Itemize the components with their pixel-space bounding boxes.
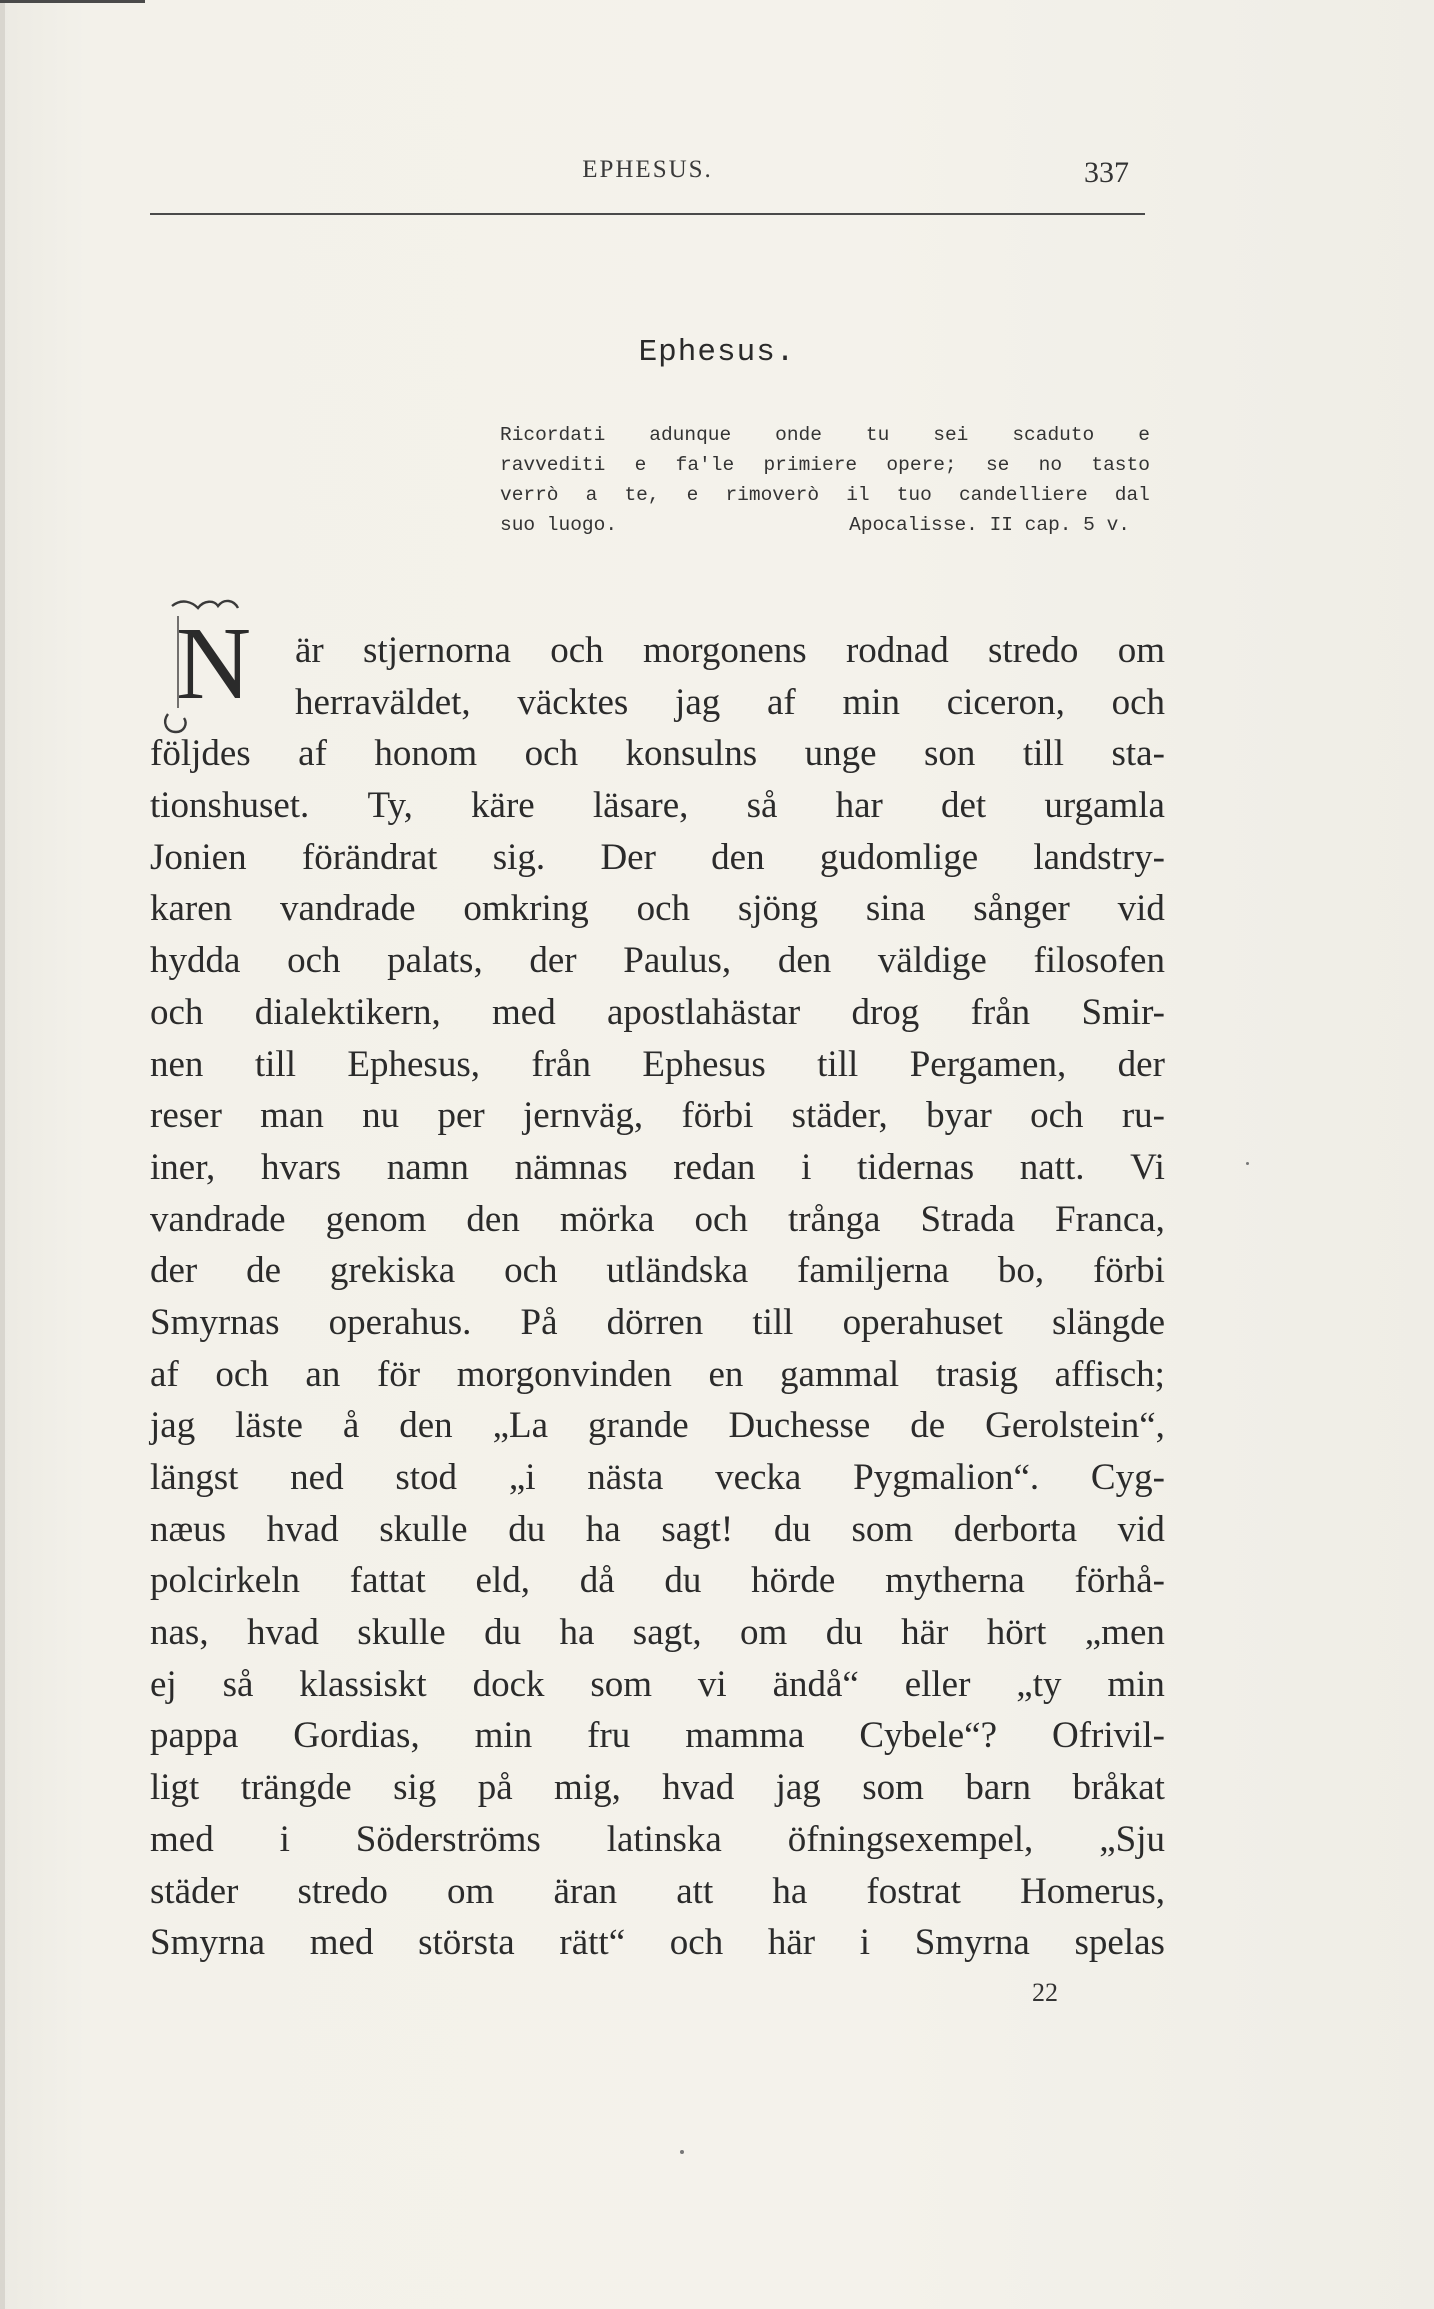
epigraph-word: candelliere [958, 484, 1088, 506]
word: och [287, 940, 341, 982]
epigraph-word: te, [624, 484, 660, 506]
text-line [150, 1917, 1165, 1969]
word: du [773, 1508, 811, 1550]
word: genom [325, 1198, 427, 1240]
word: affisch; [1054, 1353, 1165, 1395]
word: bo, [997, 1250, 1045, 1292]
word: till [254, 1043, 296, 1085]
text-line [150, 1400, 1165, 1452]
word: vid [1117, 888, 1165, 930]
word: följdes [150, 733, 251, 775]
word: vid [1117, 1508, 1165, 1550]
word: så [746, 785, 778, 827]
word: äran [553, 1870, 618, 1912]
word: filosofen [1033, 940, 1165, 982]
word: „men [1084, 1612, 1165, 1654]
epigraph-word: adunque [649, 424, 732, 446]
word: Ofrivil- [1051, 1715, 1165, 1757]
word: trånga [787, 1198, 881, 1240]
text-line [150, 1762, 1165, 1814]
text-line [150, 1866, 1165, 1918]
word: rätt“ [559, 1922, 626, 1964]
word: sina [865, 888, 926, 930]
word: å [342, 1405, 360, 1447]
word: gudomlige [819, 836, 979, 878]
word: här [767, 1922, 816, 1964]
word: förhå- [1074, 1560, 1165, 1602]
text-line [150, 1090, 1165, 1142]
word: Söderströms [355, 1818, 541, 1860]
word: Smyrna [150, 1922, 266, 1964]
word: der [529, 940, 577, 982]
text-line [150, 987, 1165, 1039]
word: gammal [780, 1353, 900, 1395]
word: Gordias, [293, 1715, 420, 1757]
word: som [851, 1508, 914, 1550]
text-line [150, 625, 1165, 677]
text-line [150, 1555, 1165, 1607]
word: från [970, 991, 1031, 1033]
word: största [418, 1922, 515, 1964]
word: Ephesus, [347, 1043, 480, 1085]
word: latinska [606, 1818, 722, 1860]
word: iner, [150, 1146, 216, 1188]
word: ciceron, [946, 681, 1065, 723]
word: och [550, 630, 604, 671]
word: Ephesus [642, 1043, 766, 1085]
word: min [1107, 1663, 1165, 1705]
word: Franca, [1055, 1198, 1165, 1240]
word: hvad [266, 1508, 339, 1550]
word: stredo [987, 630, 1079, 671]
word: förändrat [301, 836, 438, 878]
word: och [636, 888, 691, 930]
word: Smir- [1081, 991, 1165, 1033]
epigraph-word: tasto [1091, 454, 1150, 476]
word: ha [585, 1508, 621, 1550]
word: slängde [1051, 1301, 1165, 1343]
word: nästa [587, 1457, 664, 1498]
epigraph-word: rimoverò [725, 484, 820, 506]
word: urgamla [1044, 785, 1165, 827]
epigraph-word: scaduto [1012, 424, 1095, 446]
word: en [708, 1353, 744, 1395]
text-line [150, 1814, 1165, 1866]
word: ru- [1121, 1095, 1165, 1137]
word: med [150, 1818, 214, 1860]
epigraph [500, 420, 1150, 540]
epigraph-word: opere; [886, 454, 957, 476]
epigraph-word: il [846, 484, 870, 506]
word: grekiska [329, 1250, 456, 1292]
text-line [150, 1297, 1165, 1349]
word: jag [675, 681, 721, 723]
word: och [669, 1922, 724, 1964]
word: reser [150, 1095, 222, 1137]
word: och [694, 1198, 748, 1240]
word: polcirkeln [150, 1560, 301, 1602]
text-line [150, 780, 1165, 832]
page-top-edge [0, 0, 145, 3]
word: fru [587, 1715, 631, 1757]
word: dock [472, 1663, 545, 1705]
word: att [676, 1870, 714, 1912]
word: om [1117, 630, 1165, 671]
paper-speck [680, 2150, 684, 2154]
epigraph-word: Ricordati [500, 424, 606, 446]
word: väcktes [517, 681, 629, 723]
word: sta- [1111, 733, 1165, 775]
word: per [437, 1095, 485, 1137]
word: sånger [973, 888, 1070, 930]
word: barn [965, 1767, 1032, 1809]
word: skulle [379, 1508, 468, 1550]
word: från [531, 1043, 591, 1085]
word: väldige [877, 940, 987, 982]
word: konsulns [625, 733, 758, 775]
word: Ty, [367, 785, 413, 827]
word: och [524, 733, 579, 775]
epigraph-line [500, 420, 1150, 450]
word: min [474, 1715, 533, 1757]
word: på [477, 1767, 513, 1809]
text-line [150, 1349, 1165, 1401]
epigraph-line [500, 480, 1150, 510]
word: i [279, 1818, 290, 1860]
word: stjernorna [363, 630, 511, 671]
word: nas, [150, 1612, 209, 1654]
word: der [1117, 1043, 1165, 1085]
text-line [150, 1504, 1165, 1556]
word: den [399, 1405, 453, 1447]
word: och [504, 1250, 558, 1292]
word: Cyg- [1090, 1457, 1165, 1498]
word: af [150, 1353, 179, 1395]
word: omkring [463, 888, 589, 930]
word: honom [374, 733, 478, 775]
word: du [664, 1560, 702, 1602]
word: Paulus, [623, 940, 732, 982]
word: Cybele“? [859, 1715, 998, 1757]
word: och [215, 1353, 269, 1395]
word: tidernas [856, 1146, 975, 1188]
word: af [766, 681, 796, 723]
word: öfningsexempel, [787, 1818, 1034, 1860]
word: „Sju [1099, 1818, 1165, 1860]
word: spelas [1074, 1922, 1165, 1964]
word: jag [150, 1405, 196, 1447]
word: Duchesse [728, 1405, 871, 1447]
word: hvad [662, 1767, 735, 1809]
word: natt. [1019, 1146, 1085, 1188]
word: man [260, 1095, 324, 1137]
word: du [825, 1612, 863, 1654]
word: „ty [1016, 1663, 1062, 1705]
running-title: EPHESUS. [582, 156, 713, 183]
word: sig. [492, 836, 546, 878]
word: käre [471, 785, 535, 827]
word: der [150, 1250, 198, 1292]
word: klassiskt [299, 1663, 427, 1705]
word: läste [235, 1405, 303, 1447]
word: landstry- [1033, 836, 1165, 878]
word: Smyrna [914, 1922, 1030, 1964]
word: det [941, 785, 987, 827]
word: Vi [1130, 1146, 1165, 1188]
word: vi [697, 1663, 727, 1705]
word: vandrade [150, 1198, 286, 1240]
word: apostlahästar [607, 991, 801, 1033]
word: och [150, 991, 204, 1033]
word: Gerolstein“, [985, 1405, 1165, 1447]
word: Strada [920, 1198, 1015, 1240]
text-line [150, 1142, 1165, 1194]
word: i [801, 1146, 812, 1188]
word: mytherna [885, 1560, 1025, 1602]
word: med [492, 991, 556, 1033]
epigraph-word: fa'le [675, 454, 735, 476]
dropcap-letter: N [176, 606, 252, 721]
word: nu [362, 1095, 400, 1137]
word: drog [851, 991, 920, 1033]
word: redan [673, 1146, 756, 1188]
epigraph-word: primiere [763, 454, 858, 476]
text-line [150, 1607, 1165, 1659]
word: Der [600, 836, 656, 878]
word: byar [926, 1095, 992, 1137]
word: ha [772, 1870, 808, 1912]
word: ändå“ [772, 1663, 859, 1705]
word: hörde [751, 1560, 836, 1602]
word: min [842, 681, 900, 723]
section-title: Ephesus. [638, 335, 796, 370]
text-line [150, 832, 1165, 884]
running-head [150, 156, 1145, 200]
word: Homerus, [1020, 1870, 1165, 1912]
word: jernväg, [522, 1095, 644, 1137]
word: med [309, 1922, 374, 1964]
word: den [777, 940, 832, 982]
word: bråkat [1072, 1767, 1165, 1809]
word: då [579, 1560, 615, 1602]
page-number: 337 [1084, 156, 1129, 189]
word: nämnas [514, 1146, 628, 1188]
text-line [150, 1659, 1165, 1711]
word: till [752, 1301, 794, 1343]
word: fostrat [866, 1870, 961, 1912]
word: „i [508, 1457, 536, 1498]
word: så [222, 1663, 254, 1705]
word: derborta [953, 1508, 1077, 1550]
word: stod [395, 1457, 458, 1498]
word: utländska [606, 1250, 749, 1292]
text-line [150, 883, 1165, 935]
epigraph-word: e [1138, 424, 1150, 446]
word: sagt, [632, 1612, 702, 1654]
word: Jonien [150, 836, 247, 878]
epigraph-ending: suo luogo. [500, 514, 618, 536]
text-line [150, 1245, 1165, 1297]
text-line [150, 1194, 1165, 1246]
word: städer, [791, 1095, 888, 1137]
word: ned [290, 1457, 344, 1498]
epigraph-word: a [585, 484, 598, 506]
word: vecka [715, 1457, 802, 1498]
word: du [484, 1612, 522, 1654]
word: morgonvinden [456, 1353, 672, 1395]
word: de [910, 1405, 946, 1447]
word: eller [904, 1663, 971, 1705]
word: och [1030, 1095, 1084, 1137]
word: nen [150, 1043, 204, 1085]
word: läsare, [592, 785, 689, 827]
word: karen [150, 888, 233, 930]
body-text [150, 625, 1165, 1969]
word: dörren [606, 1301, 704, 1343]
word: tionshuset. [150, 785, 310, 827]
word: ha [559, 1612, 595, 1654]
word: pappa [150, 1715, 239, 1757]
word: rodnad [845, 630, 949, 671]
word: städer [150, 1870, 239, 1912]
epigraph-word: e [634, 454, 647, 476]
word: sig [393, 1767, 437, 1809]
word: morgonens [642, 630, 807, 671]
word: stredo [297, 1870, 388, 1912]
epigraph-word: tu [865, 424, 890, 446]
text-line [150, 728, 1165, 780]
word: den [466, 1198, 520, 1240]
epigraph-word: se [985, 454, 1010, 476]
word: som [590, 1663, 653, 1705]
word: till [817, 1043, 859, 1085]
epigraph-last-line [500, 510, 1150, 540]
epigraph-word: ravvediti [500, 454, 606, 476]
word: Pygmalion“. [853, 1457, 1040, 1498]
word: eld, [475, 1560, 530, 1602]
word: skulle [357, 1612, 446, 1654]
text-line [150, 1710, 1165, 1762]
text-line [150, 1039, 1165, 1091]
word: af [298, 733, 327, 775]
epigraph-source: Apocalisse. II cap. 5 v. [849, 514, 1130, 536]
word: här [901, 1612, 949, 1654]
word: trasig [935, 1353, 1019, 1395]
word: den [711, 836, 765, 878]
word: næus [150, 1508, 227, 1550]
epigraph-word: no [1038, 454, 1063, 476]
word: vandrade [279, 888, 416, 930]
word: mamma [685, 1715, 805, 1757]
header-rule [150, 213, 1145, 215]
word: om [447, 1870, 495, 1912]
word: dialektikern, [254, 991, 441, 1033]
text-line [150, 1452, 1165, 1504]
word: familjerna [797, 1250, 950, 1292]
epigraph-word: e [686, 484, 699, 506]
text-line [150, 677, 1165, 729]
word: sjöng [737, 888, 819, 930]
epigraph-word: onde [775, 424, 822, 446]
word: till [1022, 733, 1064, 775]
text-line [150, 935, 1165, 987]
word: an [305, 1353, 341, 1395]
epigraph-word: sei [933, 424, 969, 446]
word: sagt! [661, 1508, 734, 1550]
word: mörka [559, 1198, 655, 1240]
word: om [740, 1612, 788, 1654]
word: operahuset [842, 1301, 1003, 1343]
word: son [924, 733, 976, 775]
word: hört [986, 1612, 1047, 1654]
paper-speck [1246, 1162, 1249, 1165]
signature-mark: 22 [1032, 1978, 1058, 2007]
word: och [1111, 681, 1165, 723]
word: ligt [150, 1767, 200, 1809]
word: „La [492, 1405, 549, 1447]
word: har [835, 785, 883, 827]
word: Pergamen, [909, 1043, 1067, 1085]
word: längst [150, 1457, 239, 1498]
word: du [508, 1508, 546, 1550]
word: hvad [246, 1612, 319, 1654]
word: operahus. [328, 1301, 472, 1343]
word: mig, [554, 1767, 621, 1809]
word: trängde [240, 1767, 352, 1809]
word: unge [804, 733, 877, 775]
word: herraväldet, [295, 681, 471, 723]
word: förbi [1092, 1250, 1165, 1292]
epigraph-word: tuo [896, 484, 932, 506]
word: grande [587, 1405, 689, 1447]
word: för [376, 1353, 421, 1395]
word: palats, [387, 940, 483, 982]
word: i [859, 1922, 871, 1964]
word: de [246, 1250, 282, 1292]
word: namn [386, 1146, 469, 1188]
word: som [862, 1767, 924, 1809]
word: jag [775, 1767, 821, 1809]
word: hydda [150, 940, 241, 982]
word: ej [150, 1663, 177, 1705]
word: förbi [681, 1095, 754, 1137]
word: fattat [349, 1560, 426, 1602]
epigraph-line [500, 450, 1150, 480]
word: På [520, 1301, 558, 1343]
word: Smyrnas [150, 1301, 280, 1343]
word: är [295, 630, 324, 671]
epigraph-word: dal [1114, 484, 1150, 506]
word: hvars [260, 1146, 342, 1188]
epigraph-word: verrò [500, 484, 559, 506]
